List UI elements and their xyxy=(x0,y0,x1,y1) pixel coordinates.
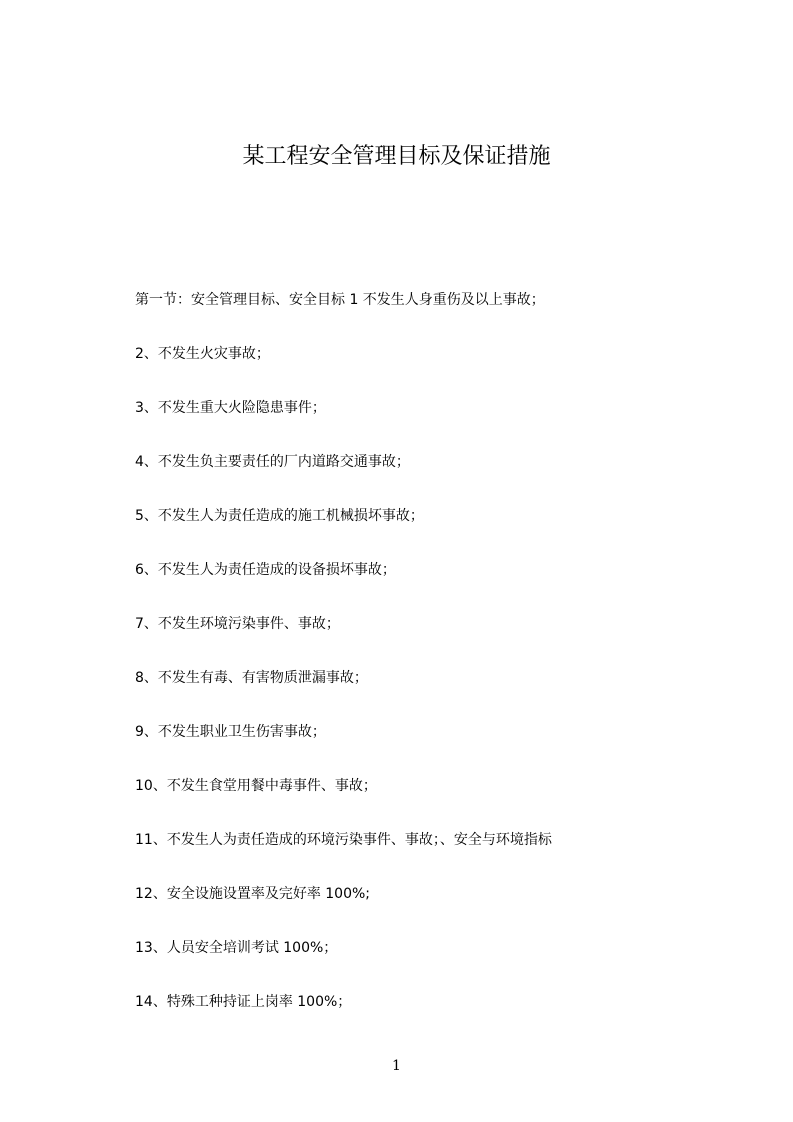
document-title: 某工程安全管理目标及保证措施 xyxy=(242,144,551,169)
text-line: 13、人员安全培训考试 100%； xyxy=(135,940,338,956)
content-lines xyxy=(135,290,695,1046)
text-line: 14、特殊工种持证上岗率 100%； xyxy=(135,994,352,1010)
text-line: 8、不发生有毒、有害物质泄漏事故； xyxy=(135,670,368,686)
page-number: 1 xyxy=(392,1058,401,1074)
text-line: 10、不发生食堂用餐中毒事件、事故； xyxy=(135,778,377,794)
text-line: 2、不发生火灾事故； xyxy=(135,346,270,362)
text-line: 12、安全设施设置率及完好率 100%; xyxy=(135,886,371,902)
text-line: 6、不发生人为责任造成的设备损坏事故； xyxy=(135,562,396,578)
text-line: 3、不发生重大火险隐患事件； xyxy=(135,400,326,416)
text-line: 9、不发生职业卫生伤害事故； xyxy=(135,724,326,740)
text-line: 4、不发生负主要责任的厂内道路交通事故； xyxy=(135,454,410,470)
text-line: 5、不发生人为责任造成的施工机械损坏事故； xyxy=(135,508,424,524)
text-line: 第一节：安全管理目标、安全目标 1 不发生人身重伤及以上事故； xyxy=(135,292,545,308)
text-line: 11、不发生人为责任造成的环境污染事件、事故；、安全与环境指标 xyxy=(135,832,552,848)
text-line: 7、不发生环境污染事件、事故； xyxy=(135,616,340,632)
